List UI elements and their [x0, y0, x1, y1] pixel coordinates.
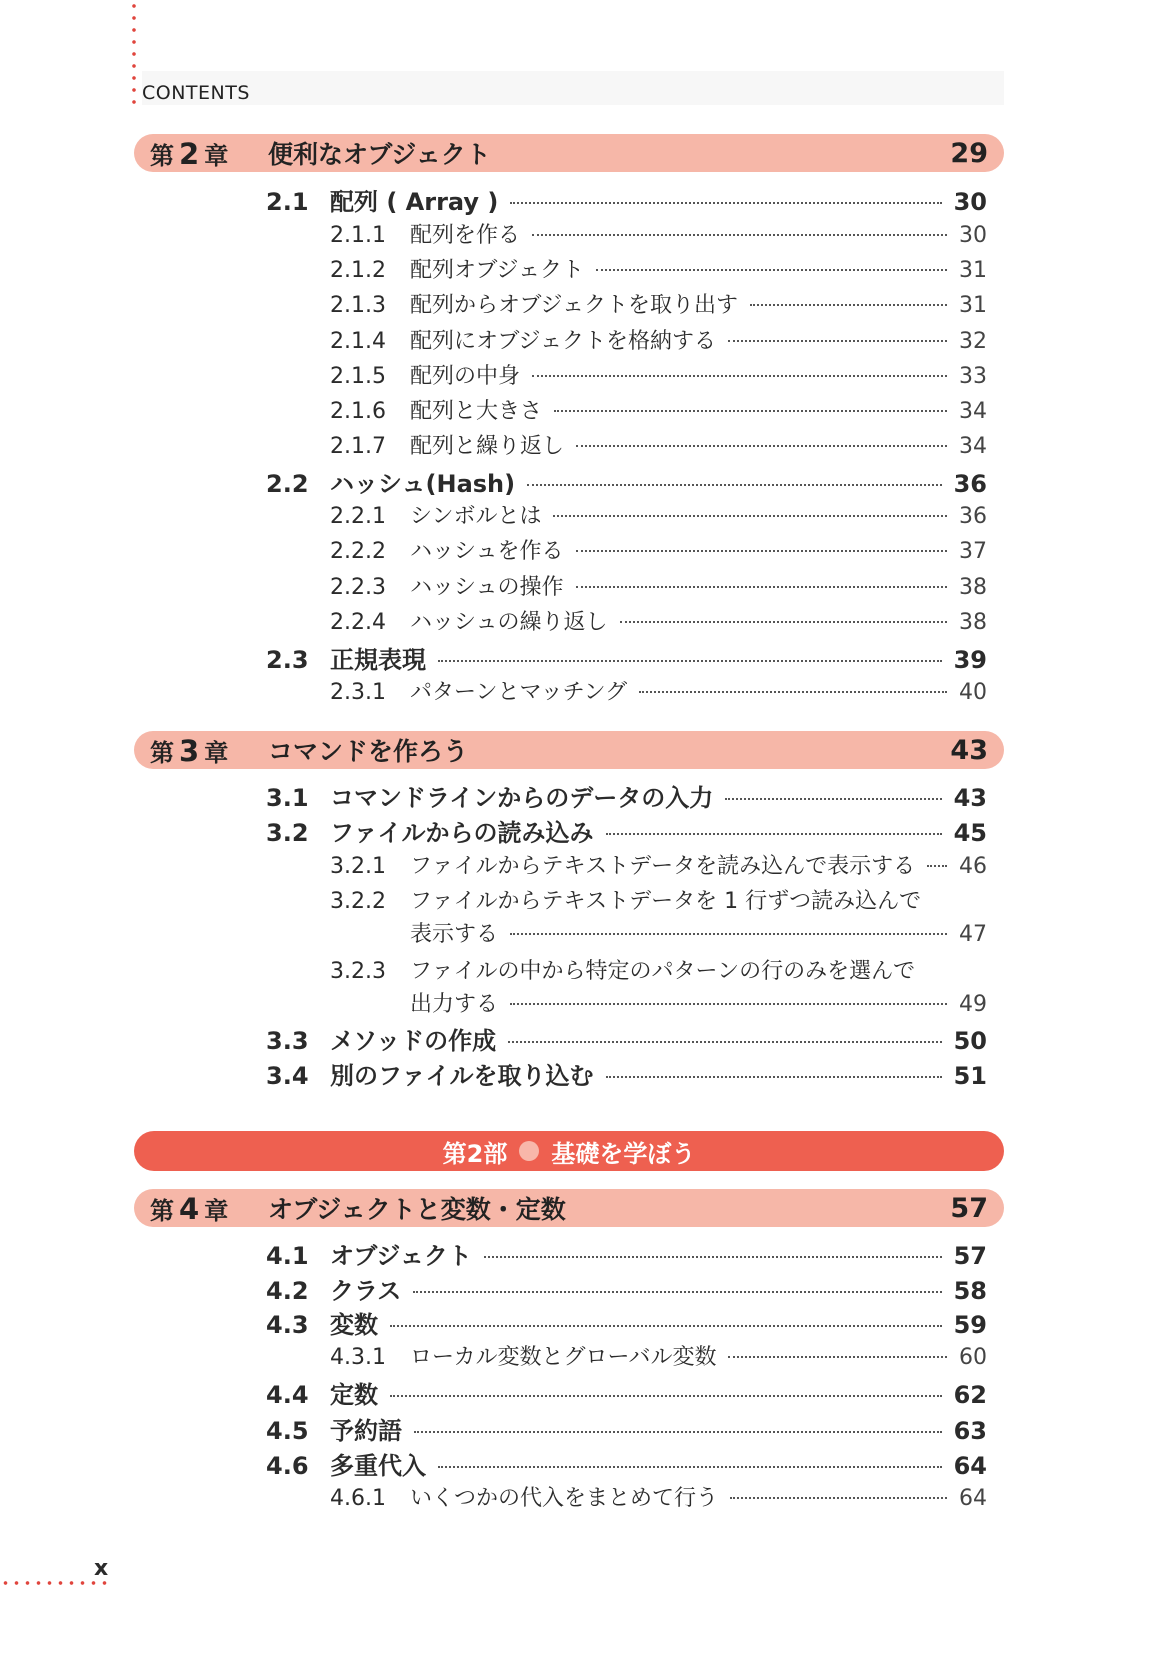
toc-section-row	[266, 182, 987, 217]
entry-title: 配列にオブジェクトを格納する	[410, 329, 717, 354]
entry-page: 36	[959, 504, 987, 529]
entry-page: 63	[953, 1417, 987, 1445]
chapter-page: 57	[950, 1192, 988, 1224]
entry-title: 配列と大きさ	[410, 399, 543, 424]
part-2-bar	[134, 1131, 1004, 1171]
toc-section-row	[266, 464, 987, 499]
toc-section-row	[266, 1446, 987, 1481]
part-title: 基礎を学ぼう	[551, 1139, 696, 1168]
entry-page: 33	[959, 364, 987, 389]
entry-number: 4.3.1	[330, 1345, 386, 1370]
dot-leader	[414, 1431, 942, 1433]
dot-leader	[750, 304, 947, 306]
dot-leader	[728, 1356, 947, 1358]
toc-section-row	[266, 1056, 987, 1091]
dot-leader	[725, 798, 941, 800]
entry-page: 38	[959, 610, 987, 635]
entry-number: 4.5	[266, 1417, 309, 1445]
entry-page: 36	[953, 470, 987, 498]
entry-title-continued: 表示する	[410, 922, 499, 947]
chapter-number: 第 4 章	[150, 1191, 230, 1226]
chapter-2-bar	[134, 134, 1004, 172]
entry-title: ファイルからテキストデータを読み込んで表示する	[410, 854, 916, 879]
entry-number: 3.2.1	[330, 854, 386, 879]
dot-leader	[728, 340, 947, 342]
toc-section-row	[266, 778, 987, 813]
entry-title: ハッシュを作る	[410, 539, 564, 564]
entry-page: 50	[953, 1027, 987, 1055]
toc-subsection-row	[330, 1481, 987, 1512]
toc-subsection-row	[330, 954, 987, 985]
toc-section-row	[266, 640, 987, 675]
running-head-band	[142, 71, 1004, 105]
toc-subsection-row	[330, 253, 987, 284]
entry-number: 3.3	[266, 1027, 309, 1055]
entry-number: 4.2	[266, 1277, 309, 1305]
dot-leader	[927, 865, 947, 867]
entry-title: ハッシュの繰り返し	[410, 610, 608, 635]
entry-number: 3.2.3	[330, 959, 386, 984]
entry-page: 62	[953, 1381, 987, 1409]
entry-title: 配列オブジェクト	[410, 258, 585, 283]
toc-subsection-continuation	[330, 917, 987, 948]
toc-subsection-row	[330, 218, 987, 249]
entry-number: 2.1.4	[330, 329, 386, 354]
entry-page: 49	[959, 992, 987, 1017]
entry-number: 2.1.2	[330, 258, 386, 283]
entry-number: 4.3	[266, 1311, 309, 1339]
bottom-dotted-rule	[0, 1581, 108, 1585]
dot-leader	[438, 660, 942, 662]
entry-title: 配列と繰り返し	[410, 434, 565, 459]
toc-subsection-row	[330, 324, 987, 355]
entry-page: 31	[959, 293, 987, 318]
dot-leader	[554, 410, 947, 412]
chapter-title: オブジェクトと変数・定数	[268, 1195, 566, 1224]
entry-title: ハッシュの操作	[410, 575, 564, 600]
entry-page: 58	[953, 1277, 987, 1305]
entry-page: 45	[953, 819, 987, 847]
entry-title: コマンドラインからのデータの入力	[330, 784, 714, 812]
dot-leader	[576, 586, 947, 588]
entry-number: 4.4	[266, 1381, 309, 1409]
toc-subsection-row	[330, 570, 987, 601]
entry-number: 2.2.4	[330, 610, 386, 635]
entry-page: 34	[959, 399, 987, 424]
entry-title: シンボルとは	[410, 504, 542, 529]
entry-title: ハッシュ(Hash)	[330, 470, 516, 498]
entry-number: 2.1.1	[330, 223, 386, 248]
chapter-number: 第 2 章	[150, 136, 230, 171]
entry-title: 配列 ( Array )	[330, 188, 499, 216]
part-label: 第2部	[442, 1139, 508, 1168]
dot-leader	[508, 1041, 942, 1043]
dot-leader	[606, 833, 942, 835]
entry-page: 37	[959, 539, 987, 564]
entry-page: 51	[953, 1062, 987, 1090]
entry-title: 定数	[330, 1381, 378, 1409]
entry-number: 3.2.2	[330, 889, 386, 914]
entry-number: 2.1.7	[330, 434, 386, 459]
entry-number: 4.6	[266, 1452, 309, 1480]
dot-leader	[606, 1076, 942, 1078]
entry-title: パターンとマッチング	[410, 680, 628, 705]
entry-page: 64	[959, 1486, 987, 1511]
dot-leader	[553, 515, 947, 517]
chapter-4-bar	[134, 1189, 1004, 1227]
entry-page: 30	[953, 188, 987, 216]
entry-number: 3.2	[266, 819, 309, 847]
entry-number: 2.3.1	[330, 680, 386, 705]
entry-number: 2.3	[266, 646, 309, 674]
dot-leader	[510, 933, 947, 935]
entry-page: 60	[959, 1345, 987, 1370]
entry-number: 2.2.3	[330, 575, 386, 600]
dot-leader	[527, 484, 941, 486]
entry-page: 57	[953, 1242, 987, 1270]
toc-section-row	[266, 1021, 987, 1056]
entry-title: ローカル変数とグローバル変数	[410, 1345, 717, 1370]
entry-title: 予約語	[330, 1417, 402, 1445]
entry-title: 配列の中身	[410, 364, 521, 389]
toc-subsection-row	[330, 1340, 987, 1371]
entry-title: 正規表現	[330, 646, 426, 674]
toc-section-row	[266, 1305, 987, 1340]
dot-leader	[576, 445, 947, 447]
entry-title: いくつかの代入をまとめて行う	[410, 1486, 719, 1511]
toc-subsection-row	[330, 675, 987, 706]
chapter-page: 43	[950, 734, 988, 766]
running-head: CONTENTS	[142, 82, 250, 104]
entry-number: 4.1	[266, 1242, 309, 1270]
entry-title: 配列を作る	[410, 223, 521, 248]
entry-page: 31	[959, 258, 987, 283]
toc-subsection-row	[330, 429, 987, 460]
entry-page: 40	[959, 680, 987, 705]
entry-title: ファイルからの読み込み	[330, 819, 594, 847]
toc-section-row	[266, 1236, 987, 1271]
toc-subsection-row	[330, 499, 987, 530]
top-dotted-rule	[132, 0, 136, 108]
toc-subsection-row	[330, 288, 987, 319]
toc-subsection-row	[330, 394, 987, 425]
dot-leader	[576, 550, 947, 552]
entry-number: 2.1.3	[330, 293, 386, 318]
page-number: x	[94, 1556, 109, 1581]
entry-title: ファイルの中から特定のパターンの行のみを選んで	[410, 959, 916, 984]
entry-page: 59	[953, 1311, 987, 1339]
toc-section-row	[266, 813, 987, 848]
chapter-3-bar	[134, 731, 1004, 769]
dot-leader	[438, 1466, 942, 1468]
dot-leader	[620, 621, 947, 623]
entry-title: 配列からオブジェクトを取り出す	[410, 293, 739, 318]
entry-page: 32	[959, 329, 987, 354]
entry-page: 43	[953, 784, 987, 812]
chapter-number: 第 3 章	[150, 733, 230, 768]
dot-leader	[532, 375, 947, 377]
entry-page: 39	[953, 646, 987, 674]
chapter-page: 29	[950, 137, 988, 169]
entry-number: 3.4	[266, 1062, 309, 1090]
entry-number: 3.1	[266, 784, 309, 812]
toc-subsection-row	[330, 534, 987, 565]
entry-number: 2.1	[266, 188, 309, 216]
dot-leader	[390, 1325, 942, 1327]
entry-title: 多重代入	[330, 1452, 426, 1480]
dot-leader	[639, 691, 947, 693]
dot-leader	[510, 1003, 947, 1005]
entry-number: 2.2	[266, 470, 309, 498]
entry-number: 4.6.1	[330, 1486, 386, 1511]
entry-page: 38	[959, 575, 987, 600]
entry-page: 47	[959, 922, 987, 947]
dot-leader	[532, 234, 947, 236]
entry-title: オブジェクト	[330, 1242, 472, 1270]
toc-subsection-continuation	[330, 987, 987, 1018]
bullet-dot-icon	[519, 1141, 539, 1161]
chapter-title: コマンドを作ろう	[268, 737, 469, 766]
entry-page: 46	[959, 854, 987, 879]
dot-leader	[484, 1256, 942, 1258]
entry-title-continued: 出力する	[410, 992, 499, 1017]
dot-leader	[390, 1395, 942, 1397]
entry-number: 2.2.2	[330, 539, 386, 564]
toc-section-row	[266, 1271, 987, 1306]
dot-leader	[730, 1497, 947, 1499]
dot-leader	[596, 269, 947, 271]
entry-title: メソッドの作成	[330, 1027, 497, 1055]
entry-page: 30	[959, 223, 987, 248]
toc-subsection-row	[330, 849, 987, 880]
entry-title: クラス	[330, 1277, 402, 1305]
toc-subsection-row	[330, 605, 987, 636]
dot-leader	[510, 202, 941, 204]
toc-section-row	[266, 1375, 987, 1410]
entry-page: 64	[953, 1452, 987, 1480]
toc-section-row	[266, 1411, 987, 1446]
entry-number: 2.1.5	[330, 364, 386, 389]
chapter-title: 便利なオブジェクト	[268, 140, 491, 169]
dot-leader	[413, 1291, 941, 1293]
entry-number: 2.1.6	[330, 399, 386, 424]
entry-page: 34	[959, 434, 987, 459]
toc-subsection-row	[330, 884, 987, 915]
entry-title: 変数	[330, 1311, 378, 1339]
toc-subsection-row	[330, 359, 987, 390]
entry-title: 別のファイルを取り込む	[330, 1062, 594, 1090]
entry-title: ファイルからテキストデータを 1 行ずつ読み込んで	[410, 889, 922, 914]
entry-number: 2.2.1	[330, 504, 386, 529]
